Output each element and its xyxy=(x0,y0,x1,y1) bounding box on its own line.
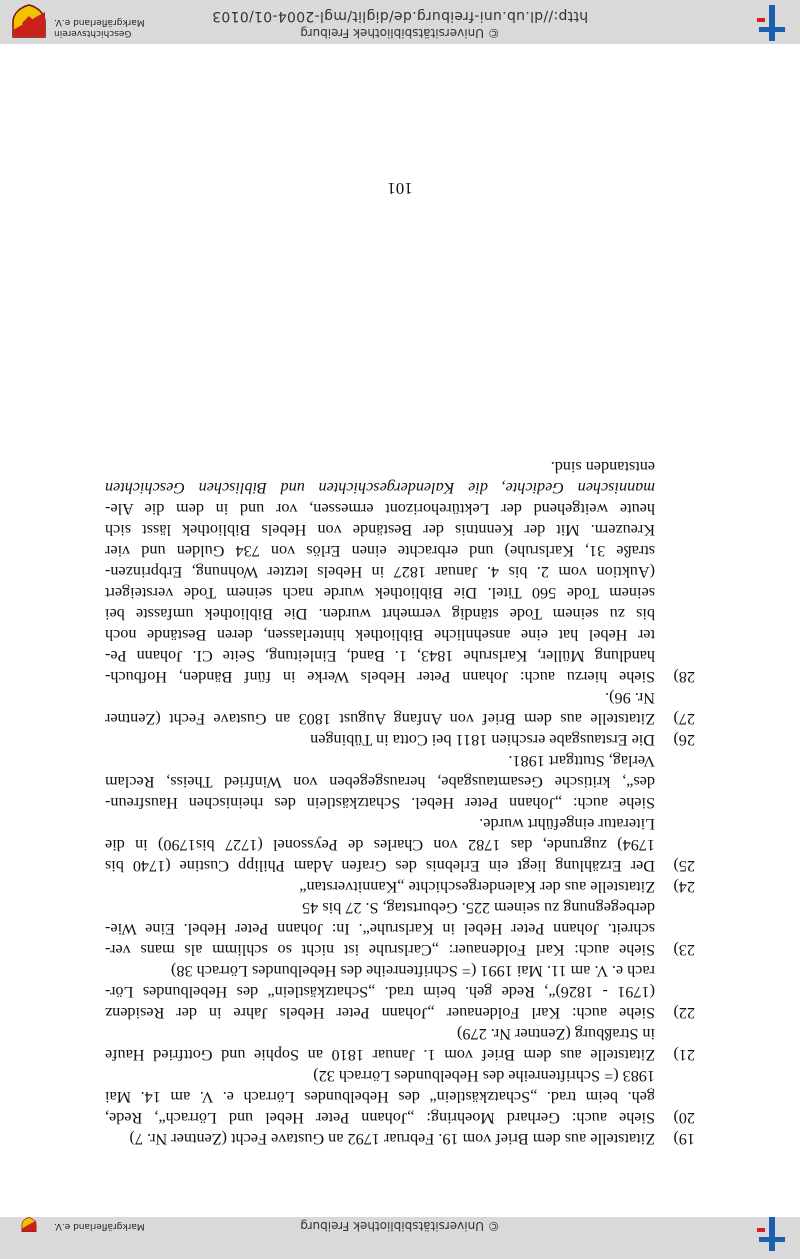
note-line: (Auktion vom 2. bis 4. Januar 1827 in Hebels letzter Wohnung, Erbprinzen- xyxy=(105,563,655,581)
society-crest-icon xyxy=(10,4,48,40)
note-line: in Straßburg (Zentner Nr. 279) xyxy=(457,1025,655,1043)
footer-institution: © Universitätsbibliothek Freiburg xyxy=(300,1219,500,1233)
note-line: schreit. Johann Peter Hebel in Karlsruhe“. In: Johann Peter Hebel. Eine Wie- xyxy=(105,920,655,938)
note-line: Die Erstausgabe erschien 1811 bei Cotta in Tübingen xyxy=(310,731,655,749)
note-line: Der Erzählung liegt ein Erlebnis des Grafen Adam Philipp Custine (1740 bis xyxy=(105,857,655,875)
page-number: 101 xyxy=(387,179,413,198)
note-line: des“, kritische Gesamtausgabe, herausgegeben von Winfried Theiss, Reclam xyxy=(105,773,655,791)
society-label xyxy=(54,16,150,38)
note-number: 21) xyxy=(673,1046,695,1064)
note-27 xyxy=(105,687,695,729)
note-line: Siehe auch: Gerhard Moehring: „Johann Peter Hebel und Lörrach“, Rede, xyxy=(105,1109,655,1127)
note-23 xyxy=(105,897,695,960)
note-line: Nr. 96). xyxy=(605,689,655,707)
note-22 xyxy=(105,960,695,1023)
header-url[interactable]: http://dl.ub.uni-freiburg.de/diglit/mgl-2004-01/0103 xyxy=(211,8,589,24)
header-institution: © Universitätsbibliothek Freiburg xyxy=(300,26,500,40)
endnotes xyxy=(105,456,695,1149)
note-line: heute weitgehend der Lektürehorizont ermessen, vor und in dem die Ale- xyxy=(105,500,655,518)
note-line: Siehe hierzu auch: Johann Peter Hebels Werke in fünf Bänden, Hofbuch- xyxy=(105,668,655,686)
note-number: 24) xyxy=(673,878,695,896)
note-line: handlung Müller, Karlsruhe 1843, 1. Band, Einleitung, Seite CI. Johann Pe- xyxy=(105,647,655,665)
footer-crest-icon xyxy=(10,1217,48,1233)
note-line-italic xyxy=(105,477,655,498)
note-number: 19) xyxy=(673,1130,695,1148)
note-line: ter Hebel hat eine ansehnliche Bibliothek hinterlassen, deren Bestände noch xyxy=(105,626,655,644)
note-20 xyxy=(105,1065,695,1128)
note-number: 20) xyxy=(673,1109,695,1127)
note-line: entstanden sind. xyxy=(550,458,655,476)
note-number: 22) xyxy=(673,1004,695,1022)
note-26 xyxy=(105,729,695,750)
note-24 xyxy=(105,876,695,897)
note-line: bis zu seinem Tode ständig vermehrt wurden. Die Bibliothek umfasste bei xyxy=(105,605,655,623)
note-number: 28) xyxy=(673,668,695,686)
note-line: Zitatstelle aus dem Brief von Anfang August 1803 an Gustave Fecht (Zentner xyxy=(105,710,655,728)
note-line: Zitatstelle aus der Kalendergeschichte „Kannitverstan“ xyxy=(299,878,655,896)
note-number: 23) xyxy=(673,941,695,959)
footer-society-label: Markgräflerland e.V. xyxy=(54,1221,145,1231)
note-line: 1983 (= Schriftenreihe des Hebelbundes Lörrach 32) xyxy=(313,1067,655,1085)
note-line: Zitatstelle aus dem Brief vom 19. Februar 1792 an Gustave Fecht (Zentner Nr. 7) xyxy=(129,1130,655,1148)
note-28 xyxy=(105,456,695,687)
note-line: seinem Tode 560 Titel. Die Bibliothek wurde nach seinem Tode versteigert xyxy=(105,584,655,602)
note-line: Literatur eingeführt wurde. xyxy=(479,815,655,833)
note-line: Siehe auch: Karl Foldenauer „Johann Peter Hebels Jahre in der Residenz xyxy=(105,1004,655,1022)
note-line: rach e. V. am 11. Mai 1991 (= Schriftenreihe des Hebelbundes Lörrach 38) xyxy=(171,962,655,980)
note-21 xyxy=(105,1023,695,1065)
ub-freiburg-logo-icon xyxy=(750,0,794,44)
note-line: Siehe auch: „Johann Peter Hebel. Schatzkästlein des rheinischen Hausfreun- xyxy=(105,794,655,812)
note-line: Siehe auch: Karl Foldenauer: „Carlsruhe ist nicht so schlimm als mans ver- xyxy=(105,941,655,959)
italic-titles: mannischen Gedichte, die Kalendergeschichten und Biblischen Geschichten xyxy=(105,479,655,497)
note-number: 25) xyxy=(673,857,695,875)
society-name-line1: Geschichtsverein xyxy=(54,28,132,38)
note-line: derbegegnung zu seinem 225. Geburtstag, S. 27 bis 45 xyxy=(302,899,655,917)
society-name-line2: Markgräflerland e.V. xyxy=(54,17,145,27)
note-line: Verlag, Stuttgart 1981. xyxy=(508,752,655,770)
note-25 xyxy=(105,750,695,876)
note-19 xyxy=(105,1128,695,1149)
note-line: geh. beim trad. „Schatzkästlein“ des Hebelbundes Lörrach e. V. am 14. Mai xyxy=(105,1088,655,1106)
page-header-bar xyxy=(0,0,800,44)
note-line: 1794) zugrunde, das 1782 von Charles de Peyssonel (1727 bis1790) in die xyxy=(105,836,655,854)
ub-freiburg-logo-icon-footer xyxy=(750,1215,794,1259)
note-number: 26) xyxy=(673,731,695,749)
page-footer-bar xyxy=(0,1217,800,1259)
note-line: Zitatstelle aus dem Brief vom 1. Januar 1810 an Sophie und Gottfried Haufe xyxy=(105,1046,655,1064)
note-line: straße 31, Karlsruhe) und erbrachte einen Erlös von 734 Gulden und vier xyxy=(105,542,655,560)
note-number: 27) xyxy=(673,710,695,728)
note-line: (1791 - 1826)“, Rede geh. beim trad. „Schatzkästlein“ des Hebelbundes Lör- xyxy=(105,983,655,1001)
note-line: Kreuzern. Mit der Kenntnis der Bestände von Hebels Bibliothek lässt sich xyxy=(105,521,655,539)
